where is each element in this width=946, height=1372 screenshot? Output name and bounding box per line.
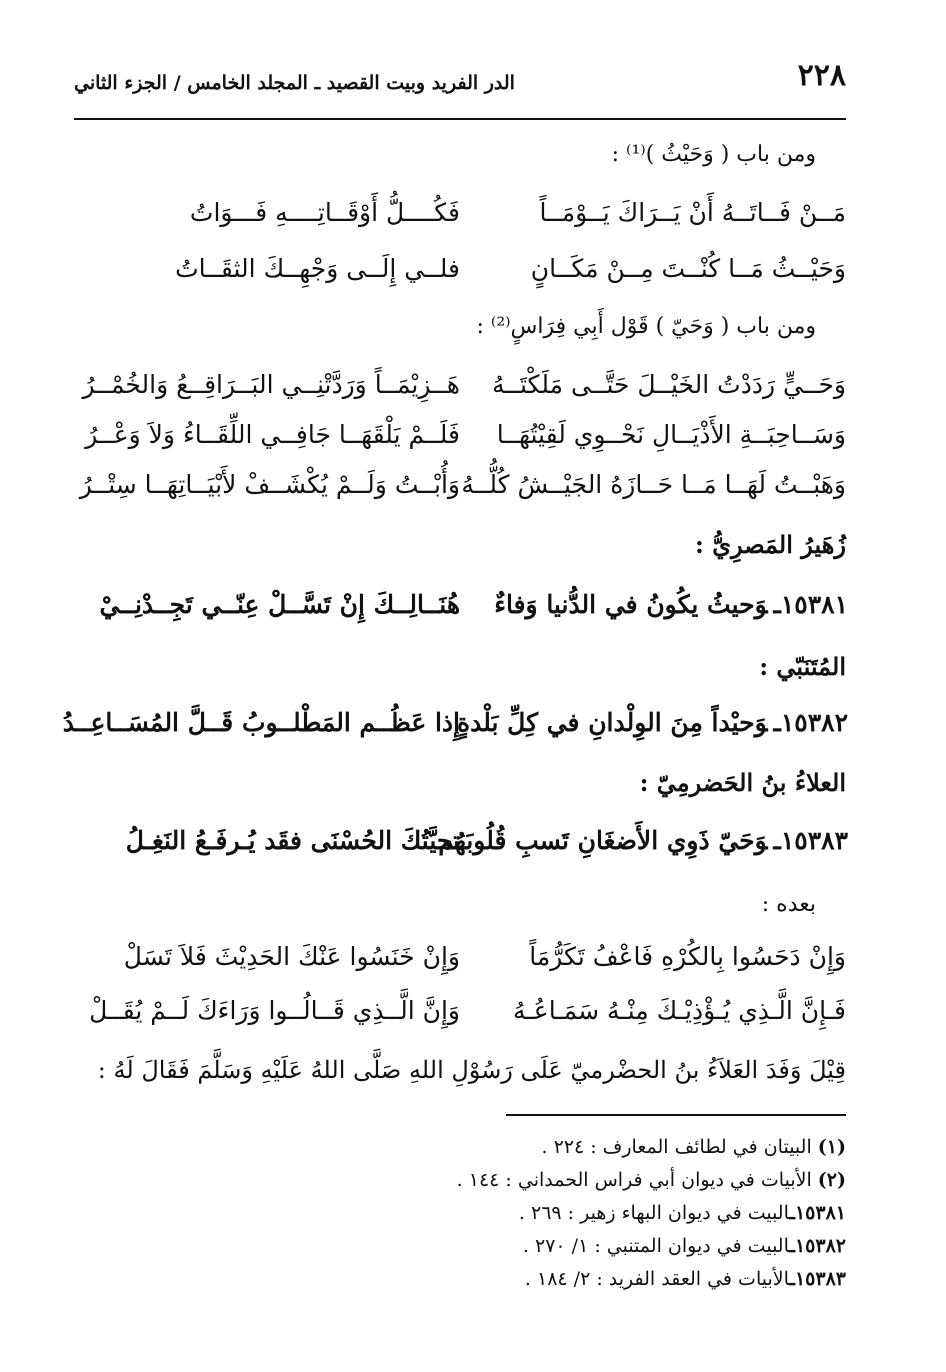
footnote <box>106 1235 846 1268</box>
footnotes <box>106 1136 846 1301</box>
footnote-label: (١) <box>817 1136 846 1158</box>
verse-first-hemistich: وَإِنْ دَحَسُوا بِالكُرْهِ فَاعْفُ تَكَرُّمَاً <box>529 942 846 971</box>
footnote <box>106 1268 846 1301</box>
verse-second-hemistich: وَإِنْ خَنَسُوا عَنْكَ الحَدِيْثَ فَلاَ تَسَلْ <box>123 942 460 971</box>
verse-first-hemistich: وَحَيْــثُ مَــا كُنْــتَ مِــنْ مَكَــانٍ <box>530 254 846 283</box>
footnote-label: (٢) <box>817 1169 846 1191</box>
verse-line <box>100 254 846 300</box>
verse-second-hemistich: فَكُــــلُّ أَوْقَــاتِــــهِ فَـــوَاتُ <box>189 198 460 227</box>
verse-line <box>79 470 846 516</box>
verse-line <box>82 370 846 416</box>
footnote-label: ١٥٣٨١ـ <box>789 1202 846 1224</box>
numbered-verse-15381 <box>100 590 846 636</box>
verse-second-hemistich: وَأُبْــتُ وَلَــمْ يُكْشَــفْ لأَبْيَــاتِهَــا سِتْــرُ <box>79 470 460 499</box>
verse-line <box>89 996 846 1042</box>
footnote-text: البيتان في لطائف المعارف : ٢٢٤ . <box>541 1136 818 1158</box>
footnote-label: ١٥٣٨٢ـ <box>789 1235 846 1257</box>
verse-first-hemistich: وَحيْداً مِنَ الوِلْدانِ في كِلِّ بَلْدةٍ <box>457 708 768 737</box>
verse-second-hemistich: هَــزِيْمَــاً وَرَدَّتْنِــي البَــرَاقِــعُ وَالخُمْــرُ <box>82 370 460 399</box>
closing-prose: قِيْلَ وَفَدَ العَلاَءُ بنُ الحضْرميّ عَلَى رَسُوْلِ اللهِ صَلَّى اللهُ عَلَيْهِ وَسَلَّمَ فَقَالَ لَهُ : <box>97 1056 846 1084</box>
verse-line <box>85 420 846 466</box>
verse-first-hemistich: وَحَيّ ذَوِي الأَضغَانِ تَسبِ قُلُوبَهُم <box>438 826 768 855</box>
footnote-text: الأبيات في ديوان أبي فراس الحمداني : ١٤٤ . <box>456 1169 818 1191</box>
section-intro-wahayyin: ومن باب ( وَحَيّ ) قَوْل أَبِي فِرَاسٍ⁽²⁾ : <box>476 314 816 339</box>
page-header <box>74 58 846 108</box>
footnote-text: الأبيات في العقد الفريد : ٢/ ١٨٤ . <box>524 1268 790 1290</box>
verse-number: ١٥٣٨٣ـ <box>773 826 848 855</box>
verse-first-hemistich: وَهَبْــتُ لَهَــا مَــا حَــازَهُ الجَيْــشُ كُلُّــهُ <box>461 470 846 499</box>
poet-name-zuhair: زُهَيرُ المَصرِيُّ : <box>695 530 846 559</box>
verse-first-hemistich: وَحيثُ يكُونُ في الدُّنيا وَفاءٌ <box>494 590 768 619</box>
verse-number: ١٥٣٨١ـ <box>773 590 848 619</box>
section-intro-wahaythu: ومن باب ( وَحَيْثُ )⁽¹⁾ : <box>611 142 816 167</box>
footnote <box>106 1202 846 1235</box>
verse-second-hemistich: وَإِنَّ الَّــذِي قَــالُــوا وَرَاءَكَ لَــمْ يُقَــلْ <box>89 996 460 1025</box>
footnote-text: البيت في ديوان البهاء زهير : ٢٦٩ . <box>518 1202 790 1224</box>
footnote <box>106 1169 846 1202</box>
verse-line <box>100 942 846 988</box>
verse-second-hemistich: هُنَــالِــكَ إِنْ تَسَّــلْ عِنّــي تَجِــدْنِــيْ <box>99 590 460 619</box>
running-title: الدر الفريد وبيت القصيد ـ المجلد الخامس / الجزء الثاني <box>74 72 515 94</box>
header-rule <box>74 118 846 120</box>
verse-second-hemistich: إِذا عَظُــم المَطْلــوبُ قَــلَّ المُسَــاعِــدُ <box>62 708 460 737</box>
page-number: ٢٢٨ <box>797 58 846 93</box>
verse-first-hemistich: وَسَــاحِبَــةِ الأَذْيَــالِ نَحْــوِي لَقِيْتُهَــا <box>496 420 846 449</box>
footnote-text: البيت في ديوان المتنبي : ١/ ٢٧٠ . <box>522 1235 790 1257</box>
poet-name-alaa: العلاءُ بنُ الحَضرمِيّ : <box>639 768 846 797</box>
after-label: بعده : <box>761 892 816 917</box>
verse-number: ١٥٣٨٢ـ <box>773 708 848 737</box>
verse-first-hemistich: فَـإِنَّ الَّـذِي يُـؤْذِيْـكَ مِنْـهُ سَمَـاعُـهُ <box>513 996 846 1025</box>
footnote-label: ١٥٣٨٣ـ <box>789 1268 846 1290</box>
verse-second-hemistich: فَلَــمْ يَلْقَهَــا جَافِــي اللِّقَــاءُ وَلاَ وَعْــرُ <box>85 420 460 449</box>
footnote <box>106 1136 846 1169</box>
footnote-rule <box>506 1114 846 1116</box>
verse-line <box>100 198 846 244</box>
verse-second-hemistich: تحيَّتُكَ الحُسْنَى فقَد يُـرفَـعُ النَغِـلُ <box>125 826 460 855</box>
verse-second-hemistich: فلــي إِلَــى وَجْهِــكَ الثقَــاتُ <box>175 254 460 283</box>
numbered-verse-15383 <box>100 826 846 872</box>
numbered-verse-15382 <box>62 708 848 754</box>
verse-first-hemistich: مَــنْ فَــاتَــهُ أَنْ يَــرَاكَ يَــوْمَــاً <box>539 198 846 227</box>
poet-name-mutanabbi: المُتَنَبّي : <box>759 652 846 681</box>
verse-first-hemistich: وَحَــيٍّ رَدَدْتُ الخَيْــلَ حَتَّــى مَلَكْتَــهُ <box>491 370 846 399</box>
